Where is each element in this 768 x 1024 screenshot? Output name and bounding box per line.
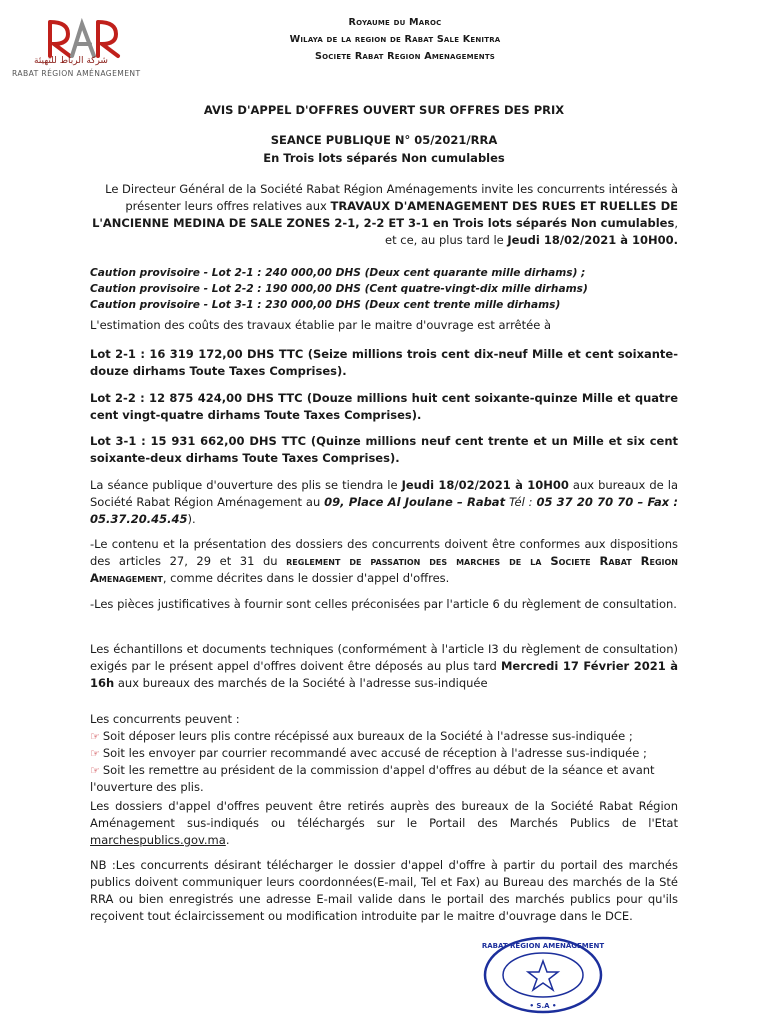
pieces-paragraph: -Les pièces justificatives à fournir sont celles préconisées par l'article 6 du règlement de consultation. (90, 597, 677, 611)
list-item: ☞ Soit déposer leurs plis contre récépissé aux bureaux de la Société à l'adresse sus-indiquée ; (90, 729, 633, 743)
header-wilaya: Wilaya de la region de Rabat Sale Kenitra (289, 34, 501, 45)
company-stamp (481, 934, 605, 1016)
pointing-hand-icon: ☞ (90, 747, 100, 760)
lot-2-2-estimate: Lot 2-2 : 12 875 424,00 DHS TTC (Douze millions huit cent soixante-quinze Mille et quatre cent vingt-quatre dirhams Toute Taxes Comprises). (90, 391, 678, 422)
echantillons-paragraph: Les échantillons et documents techniques (conformément à l'article I3 du règlement de consultation) exigés par le présent appel d'offres doivent être déposés au plus tard Mercredi 17 Février 2021 à 16h aux bureaux des marchés de la Société à l'adresse sus-indiquée (90, 642, 679, 690)
seance-number: SEANCE PUBLIQUE N° 05/2021/RRA (270, 133, 498, 147)
header-kingdom: Royaume du Maroc (348, 17, 442, 28)
page-title: AVIS D'APPEL D'OFFRES OUVERT SUR OFFRES DES PRIX (203, 103, 565, 117)
lot-3-1-estimate: Lot 3-1 : 15 931 662,00 DHS TTC (Quinze millions neuf cent trente et un Mille et six cent soixante-deux dirhams Toute Taxes Comprises). (90, 434, 679, 465)
caution-lot-3-1: Caution provisoire - Lot 3-1 : 230 000,00 DHS (Deux cent trente mille dirhams) (90, 299, 561, 311)
caution-list (90, 265, 678, 313)
pointing-hand-icon: ☞ (90, 764, 100, 777)
caution-lot-2-2: Caution provisoire - Lot 2-2 : 190 000,00 DHS (Cent quatre-vingt-dix mille dirhams) (90, 283, 588, 295)
logo-arabic-text: شركة الرباط للتهيئة (34, 56, 108, 66)
intro-paragraph: Le Directeur Général de la Société Rabat Région Aménagements invite les concurrents intéressés à présenter leurs offres relatives aux TRAVAUX D'AMENAGEMENT DES RUES ET RUELLES DE L'ANCIENNE MEDINA DE SALE ZONES 2-1, 2-2 ET 3-1 en Trois lots séparés Non cumulables, et ce, au plus tard le Jeudi 18/02/2021 à 10H00. (92, 182, 678, 247)
logo-company-name: RABAT RÉGION AMÉNAGEMENT (12, 69, 141, 78)
seance-paragraph: La séance publique d'ouverture des plis se tiendra le Jeudi 18/02/2021 à 10H00 aux bureaux de la Société Rabat Région Aménagement au 09, Place Al Joulane – Rabat Tél : 05 37 20 70 70 – Fax : 05.37.20.45.45). (90, 478, 679, 526)
concurrents-intro: Les concurrents peuvent : (90, 712, 240, 726)
estimation-text: L'estimation des coûts des travaux établie par le maitre d'ouvrage est arrêtée à (90, 318, 551, 332)
list-item: ☞ Soit les remettre au président de la commission d'appel d'offres au début de la séance et avant l'ouverture des plis. (90, 763, 655, 794)
dossiers-paragraph: Les dossiers d'appel d'offres peuvent être retirés auprès des bureaux de la Société Rabat Région Aménagement sus-indiqués ou téléchargés sur le Portail des Marchés Publics de l'Etat marchespublics.gov.ma. (90, 799, 678, 847)
pointing-hand-icon: ☞ (90, 730, 100, 743)
concurrents-list (90, 711, 678, 796)
svg-text:RABAT REGION AMENAGEMENT: RABAT REGION AMENAGEMENT (481, 942, 605, 950)
caution-lot-2-1: Caution provisoire - Lot 2-1 : 240 000,00 DHS (Deux cent quarante mille dirhams) ; (90, 267, 586, 279)
svg-text:• S.A •: • S.A • (529, 1002, 557, 1010)
header-society: Societe Rabat Region Amenagements (314, 51, 496, 62)
lots-subtitle: En Trois lots séparés Non cumulables (263, 151, 505, 165)
marchespublics-link[interactable]: marchespublics.gov.ma (90, 833, 226, 847)
contenu-paragraph: -Le contenu et la présentation des dossiers des concurrents doivent être conformes aux dispositions des articles 27, 29 et 31 du reglement de passation des marches de la Societe Rabat Region Amenagement, comme décrites dans le dossier d'appel d'offres. (90, 537, 678, 585)
list-item: ☞ Soit les envoyer par courrier recommandé avec accusé de réception à l'adresse sus-indiquée ; (90, 746, 647, 760)
nb-paragraph: NB :Les concurrents désirant télécharger le dossier d'appel d'offre à partir du portail des marchés publics doivent communiquer leurs coordonnées(E-mail, Tel et Fax) au Bureau des marchés de la Sté RRA ou bien enregistrés une adresse E-mail valide dans le portail des marchés publics pour qu'ils reçoivent tout éclaircissement ou modification introduite par le maitre d'ouvrage dans le DCE. (90, 858, 678, 923)
lot-2-1-estimate: Lot 2-1 : 16 319 172,00 DHS TTC (Seize millions trois cent dix-neuf Mille et cent soixante-douze dirhams Toute Taxes Comprises). (90, 347, 679, 378)
